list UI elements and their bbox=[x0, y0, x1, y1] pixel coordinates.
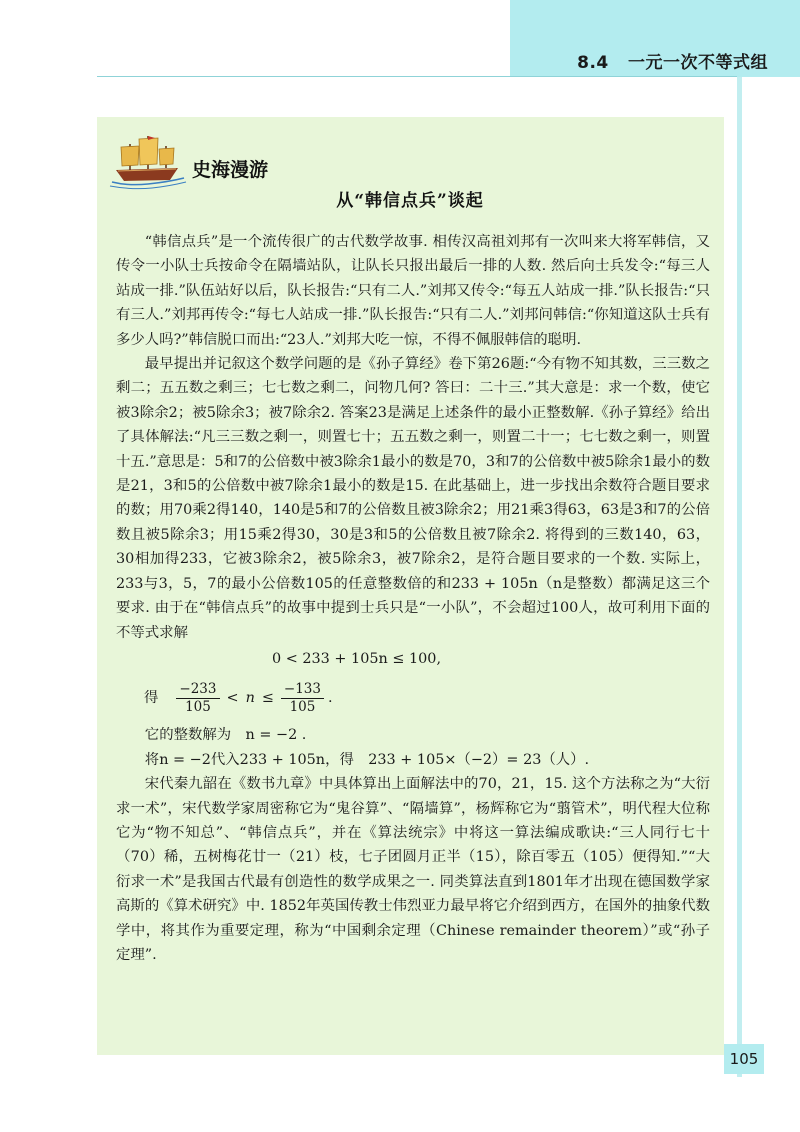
paragraph-2: 最早提出并记叙这个数学问题的是《孙子算经》卷下第26题:“今有物不知其数，三三数之剩二；五五数之剩三；七七数之剩二，问物几何? 答曰：二十三.”其大意是：求一个数，使它被3除余2；被5除余3；被7除余2. 答案23是满足上述条件的最小正整数解.《孙子算经》给出了具体解法:“凡三三数之剩一，则置七十；五五数之剩一，则置二十一；七七数之剩一，则置十五.”意思是：5和7的公倍数中被3除余1最小的数是70，3和7的公倍数中被5除余1最小的数是21，3和5的公倍数中被7除余1最小的数是15. 在此基础上，进一步找出余数符合题目要求的数；用70乘2得140，140是5和7的公倍数且被3除余2；用21乘3得63，63是3和7的公倍数且被5除余3；用15乘2得30，30是3和5的公倍数且被7除余2. 将得到的三数140，63，30相加得233，它被3除余2，被5除余3，被7除余2，是符合题目要求的一个数. 实际上，233与3，5，7的最小公倍数105的任意整数倍的和233 + 105n（n是整数）都满足这三个要求. 由于在“韩信点兵”的故事中提到士兵只是“一小队”，不会超过100人，故可利用下面的不等式求解 bbox=[116, 356, 710, 641]
variable-n: n bbox=[245, 690, 255, 707]
fraction-left-numerator: −233 bbox=[176, 681, 219, 699]
fraction-right-denominator: 105 bbox=[289, 698, 316, 715]
relation-leq: ≤ bbox=[261, 690, 274, 707]
fraction-label: 得 bbox=[144, 690, 159, 707]
integer-solution: 它的整数解为 n = −2 . bbox=[144, 727, 307, 744]
fraction-solution bbox=[116, 675, 710, 721]
paragraph-1: “韩信点兵”是一个流传很广的古代数学故事. 相传汉高祖刘邦有一次叫来大将军韩信，又传令一小队士兵按命令在隔墙站队，让队长只报出最后一排的人数. 然后向士兵发令:“每三人站成一排.”队伍站好以后，队长报告:“只有二人.”刘邦又传令:“每五人站成一排.”队长报告:“只有三人.”刘邦再传令:“每七人站成一排.”队长报告:“只有二人.”刘邦问韩信:“你知道这队士兵有多少人吗?”韩信脱口而出:“23人.”刘邦大吃一惊，不得不佩服韩信的聪明. bbox=[116, 234, 710, 348]
paragraph-3: 宋代秦九韶在《数书九章》中具体算出上面解法中的70，21，15. 这个方法称之为“大衍求一术”，宋代数学家周密称它为“鬼谷算”、“隔墙算”，杨辉称它为“翦管术”，明代程大位称它为“物不知总”、“韩信点兵”，并在《算法统宗》中将这一算法编成歌诀:“三人同行七十（70）稀，五树梅花廿一（21）枝，七子团圆月正半（15），除百零五（105）便得知.”“大衍求一术”是我国古代最有创造性的数学成果之一. 同类算法直到1801年才出现在德国数学家高斯的《算术研究》中. 1852年英国传教士伟烈亚力最早将它介绍到西方，在国外的抽象代数学中，将其作为重要定理，称为“中国剩余定理（Chinese remainder theorem）”或“孙子定理”. bbox=[116, 776, 710, 963]
section-title-header: 一元一次不等式组 bbox=[628, 53, 768, 73]
substitution-line: 将n = −2代入233 + 105n，得 233 + 105×（−2）= 23（人）. bbox=[144, 751, 590, 768]
header-rule bbox=[97, 76, 737, 77]
fraction-end: . bbox=[328, 690, 333, 707]
fraction-right bbox=[281, 681, 324, 716]
section-title: 史海漫游 bbox=[192, 159, 269, 181]
article-body bbox=[116, 230, 710, 967]
chapter-heading bbox=[577, 48, 768, 73]
section-number: 8.4 bbox=[577, 53, 609, 73]
sailing-ship-icon bbox=[108, 134, 188, 192]
relation-less: < bbox=[226, 690, 239, 707]
fraction-left-denominator: 105 bbox=[185, 698, 211, 715]
fraction-right-numerator: −133 bbox=[281, 681, 324, 699]
fraction-left bbox=[176, 681, 219, 716]
article-title: 从“韩信点兵”谈起 bbox=[336, 191, 484, 211]
inequality-formula: 0 < 233 + 105n ≤ 100, bbox=[272, 650, 442, 667]
side-strip bbox=[737, 77, 742, 1077]
header-tab bbox=[510, 0, 800, 77]
page-number: 105 bbox=[724, 1044, 764, 1074]
